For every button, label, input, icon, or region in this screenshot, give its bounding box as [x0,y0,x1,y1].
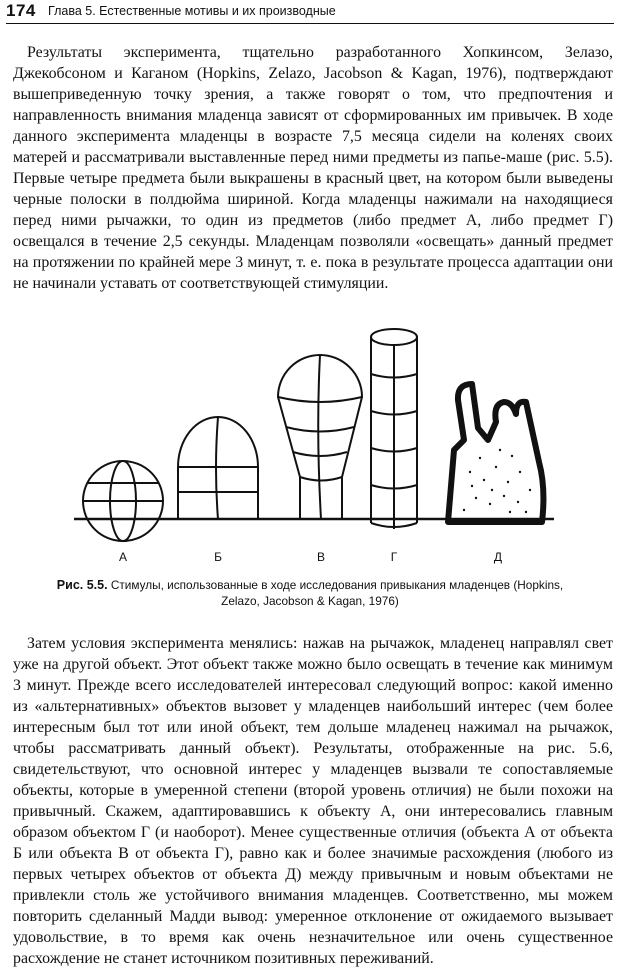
figure-5-5 [60,322,560,572]
paragraph-experiment: Результаты эксперимента, тщательно разработанного Хопкинсом, Зелазо, Джекобсоном и Каганом (Hopkins, Zelazo, Jacobson & Kagan, 1976), подтверждают вышеприведенную точку зрения, а также говорят о том, что предпочтения и направленность внимания младенца зависят от сформированных им привычек. В ходе данного эксперимента младенцы в возрасте 7,5 месяца сидели на коленях своих матерей и рассматривали выставленные перед ними предметы из папье-маше (рис. 5.5). Первые четыре предмета были выкрашены в красный цвет, на котором были выведены черные полоски в полдюйма шириной. Когда младенцы нажимали на находящиеся перед ними рычажки, то один из предметов (либо предмет А, либо предмет Г) освещался в течение 2,5 секунды. Младенцам позволяли «освещать» данный предмет на протяжении по крайней мере 3 минут, т. е. пока в результате процесса адаптации они не начинали уставать от соответствующей стимуляции. [13,44,613,292]
caption-label: Рис. 5.5. [56,578,108,592]
label-d: Д [493,550,503,564]
label-g: Г [390,550,398,564]
header-rule [6,23,614,24]
stimulus-a-sphere [83,461,163,541]
paragraph-results: Затем условия эксперимента менялись: нажав на рычажок, младенец направлял свет уже на другой объект. Этот объект также можно было освещать в течение как минимум 3 минут. Прежде всего исследователей интересовал следующий вопрос: какой именно из «альтернативных» объектов вызовет у младенцев наибольший интерес (чем более интересным был тот или иной объект, тем дольше младенец нажимал на рычажок, чтобы рассматривать данный объект). Результаты, отображенные на рис. 5.6, свидетельствуют, что основной интерес у младенцев вызвали те сопоставляемые объекты, которые в умеренной степени (второй уровень отличия) не были похожи на привычный. Скажем, адаптировавшись к объекту А, они интересовались главным образом объектом Г (и наоборот). Менее существенные отличия (объекта А от объекта Б или объекта В от объекта Г), равно как и более значимые расхождения (любого из первых четырех объектов от объекта Д) между привычным и новым объектами не привлекли столь же устойчивого внимания младенцев. Соответственно, мы можем повторить сделанный Мадди вывод: умеренное отклонение от ожидаемого вызывает удовольствие, в то время как очень незначительное или очень существенное расхождение не станет источником позитивных переживаний. [13,635,613,967]
stimulus-d-irregular [448,384,543,522]
stimulus-c-tapered [278,355,362,519]
running-title: Глава 5. Естественные мотивы и их производные [48,4,336,18]
caption-text: Стимулы, использованные в ходе исследования привыкания младенцев (Hopkins, Zelazo, Jacobson & Kagan, 1976) [110,578,564,608]
label-b: Б [214,550,222,564]
page-number: 174 [6,1,36,20]
stimulus-g-cylinder [371,329,417,529]
stimuli-illustration [60,322,560,547]
label-c: В [316,550,325,564]
figure-caption [40,577,580,609]
stimulus-b-dome [178,417,258,519]
label-a: А [118,550,127,564]
speckle-dots [463,449,531,513]
running-header [6,2,614,24]
